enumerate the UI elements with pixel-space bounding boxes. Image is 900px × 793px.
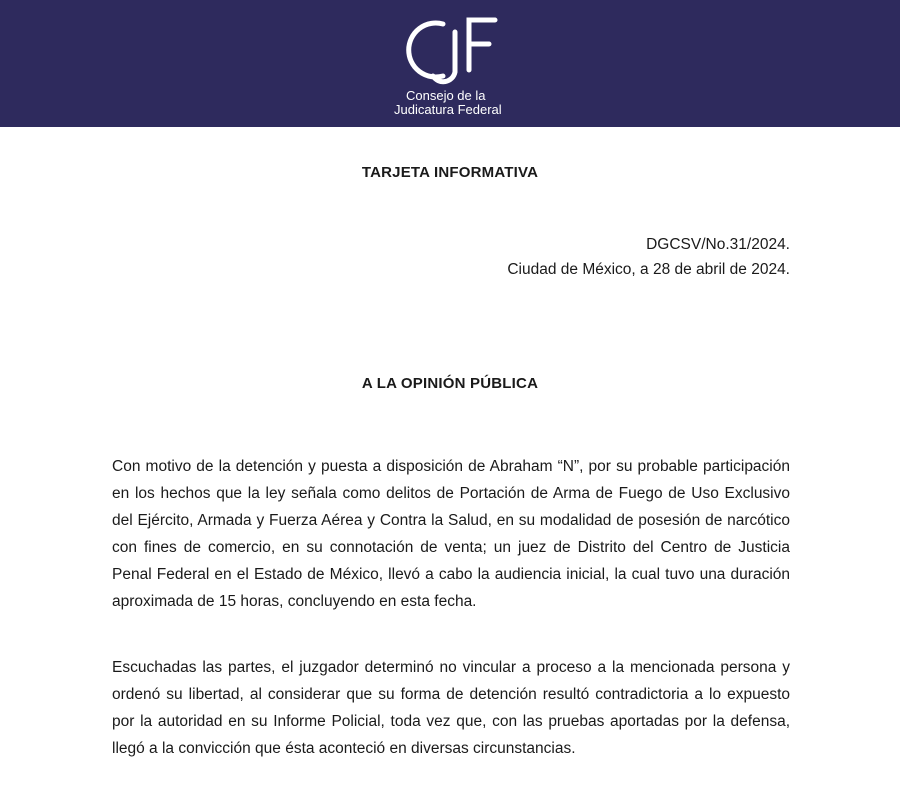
paragraph-2: Escuchadas las partes, el juzgador determinó no vincular a proceso a la mencionada persona y ordenó su libertad, al considerar que su forma de detención resultó contradictoria a lo expuesto por la autoridad en su Informe Policial, toda vez que, con las pruebas aportadas por la defensa, llegó a la convicción que ésta aconteció en diversas circunstancias. [112, 659, 790, 757]
document-title: TARJETA INFORMATIVA [361, 164, 539, 181]
header-banner [0, 0, 900, 127]
addressee-heading: A LA OPINIÓN PÚBLICA [361, 375, 539, 392]
document-reference: DGCSV/No.31/2024. [646, 236, 790, 253]
logo-name [386, 89, 546, 117]
logo-name-line2: Judicatura Federal [394, 102, 502, 117]
logo-name-line1: Consejo de la [406, 88, 486, 103]
document-place-date: Ciudad de México, a 28 de abril de 2024. [507, 261, 790, 278]
paragraph-1: Con motivo de la detención y puesta a disposición de Abraham “N”, por su probable participación en los hechos que la ley señala como delitos de Portación de Arma de Fuego de Uso Exclusivo del Ejército, Armada y Fuerza Aérea y Contra la Salud, en su modalidad de posesión de narcótico con fines de comercio, en su connotación de venta; un juez de Distrito del Centro de Justicia Penal Federal en el Estado de México, llevó a cabo la audiencia inicial, la cual tuvo una duración aproximada de 15 horas, concluyendo en esta fecha. [112, 458, 790, 610]
